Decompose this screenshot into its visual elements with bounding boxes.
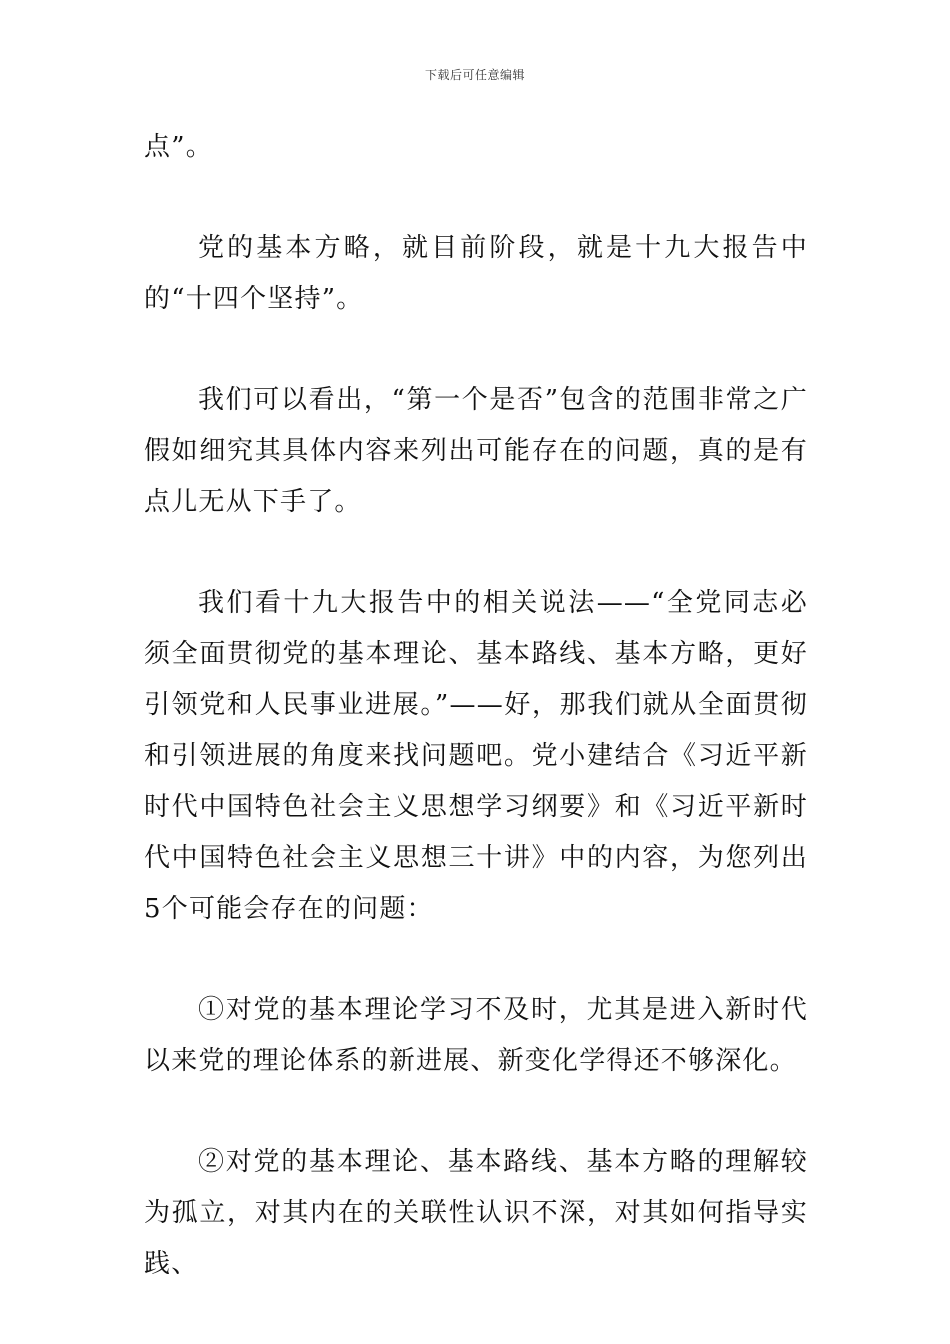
paragraph-6: ②对党的基本理论、基本路线、基本方略的理解较为孤立，对其内在的关联性认识不深，对其如何指导实践、 xyxy=(144,1147,808,1279)
paragraph-4: 我们看十九大报告中的相关说法——“全党同志必须全面贯彻党的基本理论、基本路线、基本方略，更好引领党和人民事业进展。”——好，那我们就从全面贯彻和引领进展的角度来找问题吧。党小建结合《习近平新时代中国特色社会主义思想学习纲要》和《习近平新时代中国特色社会主义思想三十讲》中的内容，为您列出5个可能会存在的问题： xyxy=(144,588,808,924)
paragraph-2: 党的基本方略，就目前阶段，就是十九大报告中的“十四个坚持”。 xyxy=(144,233,808,314)
paragraph-5: ①对党的基本理论学习不及时，尤其是进入新时代以来党的理论体系的新进展、新变化学得还不够深化。 xyxy=(144,995,808,1076)
paragraph-1: 点”。 xyxy=(144,132,213,162)
page-header: 下载后可任意编辑 xyxy=(424,68,525,82)
document-body xyxy=(144,122,808,1340)
paragraph-3: 我们可以看出，“第一个是否”包含的范围非常之广假如细究其具体内容来列出可能存在的问题，真的是有点儿无从下手了。 xyxy=(144,385,808,517)
